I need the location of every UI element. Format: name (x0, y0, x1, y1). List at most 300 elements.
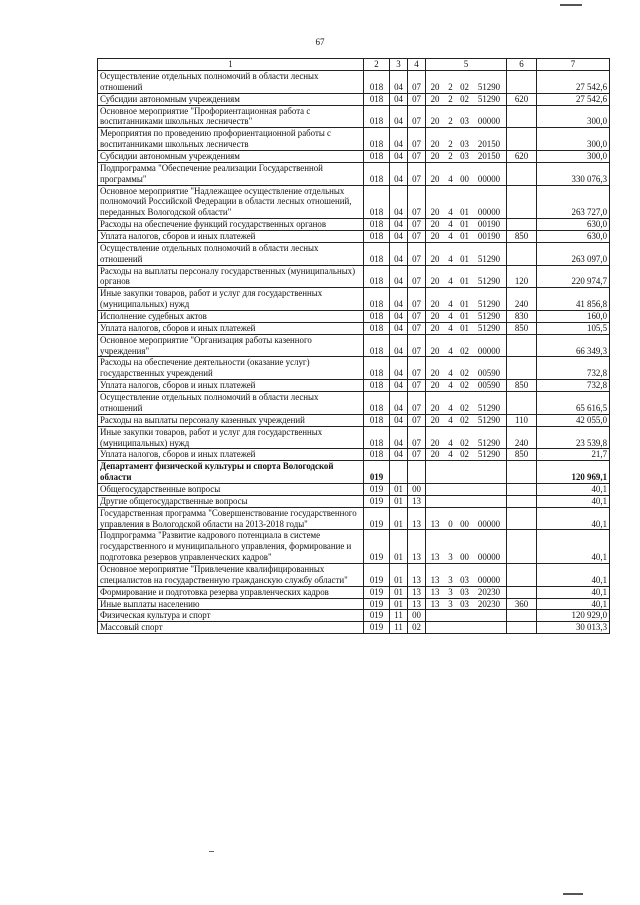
row-subsection-cell: 07 (408, 311, 426, 323)
row-name-cell: Осуществление отдельных полномочий в области лесных отношений (98, 71, 364, 94)
row-expense-type-cell: 850 (507, 449, 537, 461)
target-article-part: 3 (448, 574, 453, 585)
row-section-cell: 04 (390, 311, 408, 323)
row-subsection-cell: 07 (408, 162, 426, 185)
target-article-part: 01 (460, 253, 469, 264)
row-target-article-cell (426, 563, 507, 586)
row-target-article-cell (426, 357, 507, 380)
target-article-code (426, 380, 506, 391)
target-article-part: 4 (448, 414, 453, 425)
row-expense-type-cell: 360 (507, 598, 537, 610)
target-article-part: 13 (430, 574, 440, 585)
table-row (98, 265, 610, 288)
table-body (98, 59, 610, 634)
table-header-row (98, 59, 610, 71)
target-article-code (426, 231, 506, 242)
row-name-cell: Мероприятия по проведению профориентационной работы с воспитанниками школьных лесничеств (98, 128, 364, 151)
row-target-article-cell (426, 610, 507, 622)
row-expense-type-cell: 110 (507, 414, 537, 426)
row-expense-type-cell (507, 586, 537, 598)
target-article-part: 00000 (477, 207, 501, 218)
row-name-cell: Уплата налогов, сборов и иных платежей (98, 449, 364, 461)
row-ministry-code-cell: 018 (364, 71, 390, 94)
scan-mark-bottom (563, 893, 583, 895)
row-ministry-code-cell: 018 (364, 162, 390, 185)
table-row (98, 185, 610, 219)
target-article-part: 3 (448, 552, 453, 563)
row-expense-type-cell (507, 563, 537, 586)
table-row (98, 610, 610, 622)
row-target-article-cell (426, 380, 507, 392)
row-section-cell: 04 (390, 414, 408, 426)
row-expense-type-cell (507, 219, 537, 231)
row-target-article-cell (426, 288, 507, 311)
row-ministry-code-cell: 018 (364, 288, 390, 311)
table-row (98, 483, 610, 495)
row-target-article-cell (426, 162, 507, 185)
row-name-cell: Иные закупки товаров, работ и услуг для государственных (муниципальных) нужд (98, 426, 364, 449)
row-subsection-cell: 07 (408, 151, 426, 163)
row-ministry-code-cell: 019 (364, 507, 390, 530)
target-article-code (426, 254, 506, 265)
target-article-part: 00190 (477, 219, 501, 230)
target-article-part: 02 (460, 345, 469, 356)
row-name-cell: Другие общегосударственные вопросы (98, 495, 364, 507)
target-article-part: 20 (430, 437, 440, 448)
row-name-cell: Осуществление отдельных полномочий в области лесных отношений (98, 392, 364, 415)
row-ministry-code-cell: 019 (364, 461, 390, 484)
row-amount-cell: 41 856,8 (537, 288, 610, 311)
row-subsection-cell: 07 (408, 426, 426, 449)
row-subsection-cell: 07 (408, 380, 426, 392)
row-section-cell: 01 (390, 530, 408, 564)
target-article-part: 4 (448, 173, 453, 184)
row-amount-cell: 40,1 (537, 483, 610, 495)
target-article-code (426, 415, 506, 426)
row-amount-cell: 120 969,1 (537, 461, 610, 484)
row-expense-type-cell: 850 (507, 322, 537, 334)
target-article-code (426, 519, 506, 530)
target-article-code (426, 368, 506, 379)
table-row (98, 449, 610, 461)
row-ministry-code-cell: 018 (364, 105, 390, 128)
target-article-code (426, 587, 506, 598)
target-article-part: 4 (448, 219, 453, 230)
target-article-part: 51290 (477, 437, 501, 448)
row-amount-cell: 66 349,3 (537, 334, 610, 357)
row-name-cell: Основное мероприятие "Надлежащее осуществление отдельных полномочий Российской Федерации в области лесных отношений, переданных Вологодской области" (98, 185, 364, 219)
row-ministry-code-cell: 019 (364, 598, 390, 610)
row-expense-type-cell (507, 334, 537, 357)
scan-mark-top (560, 4, 582, 6)
row-section-cell: 04 (390, 322, 408, 334)
row-target-article-cell (426, 507, 507, 530)
row-ministry-code-cell: 018 (364, 151, 390, 163)
row-name-cell: Физическая культура и спорт (98, 610, 364, 622)
target-article-part: 00000 (477, 116, 501, 127)
row-target-article-cell (426, 598, 507, 610)
target-article-part: 20230 (477, 598, 501, 609)
target-article-part: 02 (460, 380, 469, 391)
row-amount-cell: 300,0 (537, 105, 610, 128)
row-target-article-cell (426, 586, 507, 598)
row-target-article-cell (426, 426, 507, 449)
target-article-part: 13 (430, 552, 440, 563)
row-section-cell: 01 (390, 563, 408, 586)
row-subsection-cell: 02 (408, 622, 426, 634)
target-article-part: 51290 (477, 253, 501, 264)
target-article-part: 20 (430, 231, 440, 242)
target-article-part: 4 (448, 380, 453, 391)
header-cell: 6 (507, 59, 537, 71)
row-amount-cell: 630,0 (537, 219, 610, 231)
row-target-article-cell (426, 105, 507, 128)
target-article-part: 02 (460, 402, 469, 413)
row-section-cell: 04 (390, 128, 408, 151)
row-ministry-code-cell: 018 (364, 449, 390, 461)
target-article-part: 00 (460, 518, 469, 529)
target-article-code (426, 438, 506, 449)
table-row (98, 322, 610, 334)
target-article-part: 20 (430, 322, 440, 333)
table-row (98, 105, 610, 128)
row-subsection-cell: 13 (408, 507, 426, 530)
row-expense-type-cell (507, 242, 537, 265)
row-ministry-code-cell: 018 (364, 311, 390, 323)
table-row (98, 231, 610, 243)
target-article-code (426, 116, 506, 127)
row-name-cell: Основное мероприятие "Профориентационная работа с воспитанниками школьных лесничеств" (98, 105, 364, 128)
row-section-cell: 04 (390, 219, 408, 231)
row-name-cell: Формирование и подготовка резерва управленческих кадров (98, 586, 364, 598)
target-article-part: 01 (460, 276, 469, 287)
row-amount-cell: 732,8 (537, 380, 610, 392)
row-target-article-cell (426, 185, 507, 219)
row-subsection-cell: 07 (408, 231, 426, 243)
target-article-part: 51290 (477, 311, 501, 322)
target-article-part: 20 (430, 449, 440, 460)
row-expense-type-cell: 850 (507, 380, 537, 392)
row-section-cell: 04 (390, 93, 408, 105)
table-row (98, 128, 610, 151)
target-article-part: 4 (448, 449, 453, 460)
row-name-cell: Уплата налогов, сборов и иных платежей (98, 322, 364, 334)
row-amount-cell: 40,1 (537, 598, 610, 610)
row-section-cell: 04 (390, 426, 408, 449)
budget-table (97, 58, 610, 634)
row-name-cell: Подпрограмма "Обеспечение реализации Государственной программы" (98, 162, 364, 185)
row-expense-type-cell: 620 (507, 151, 537, 163)
target-article-part: 51290 (477, 449, 501, 460)
row-ministry-code-cell: 018 (364, 414, 390, 426)
row-name-cell: Иные выплаты населению (98, 598, 364, 610)
row-expense-type-cell: 620 (507, 93, 537, 105)
row-target-article-cell (426, 461, 507, 484)
table-row (98, 414, 610, 426)
row-name-cell: Расходы на выплаты персоналу государственных (муниципальных) органов (98, 265, 364, 288)
target-article-part: 20 (430, 81, 440, 92)
target-article-part: 20150 (477, 151, 501, 162)
row-name-cell: Подпрограмма "Развитие кадрового потенциала в системе государственного и муниципального управления, формирование и подготовка резервов управленческих кадров" (98, 530, 364, 564)
target-article-part: 4 (448, 276, 453, 287)
target-article-code (426, 346, 506, 357)
target-article-part: 20 (430, 414, 440, 425)
header-cell: 4 (408, 59, 426, 71)
target-article-part: 2 (448, 139, 453, 150)
target-article-part: 51290 (477, 402, 501, 413)
row-amount-cell: 23 539,8 (537, 426, 610, 449)
target-article-part: 01 (460, 207, 469, 218)
header-cell: 1 (98, 59, 364, 71)
row-section-cell: 04 (390, 185, 408, 219)
target-article-part: 13 (430, 586, 440, 597)
row-ministry-code-cell: 019 (364, 563, 390, 586)
target-article-code (426, 599, 506, 610)
row-expense-type-cell: 240 (507, 288, 537, 311)
target-article-part: 01 (460, 219, 469, 230)
row-target-article-cell (426, 334, 507, 357)
row-expense-type-cell (507, 507, 537, 530)
table-row (98, 334, 610, 357)
target-article-part: 2 (448, 81, 453, 92)
row-ministry-code-cell: 019 (364, 530, 390, 564)
row-name-cell: Основное мероприятие "Привлечение квалифицированных специалистов на государственную гражданскую службу области" (98, 563, 364, 586)
row-amount-cell: 40,1 (537, 507, 610, 530)
header-cell: 2 (364, 59, 390, 71)
row-amount-cell: 300,0 (537, 151, 610, 163)
table-row (98, 93, 610, 105)
row-amount-cell: 40,1 (537, 495, 610, 507)
row-subsection-cell: 13 (408, 586, 426, 598)
row-subsection-cell: 13 (408, 495, 426, 507)
row-expense-type-cell (507, 105, 537, 128)
header-cell: 3 (390, 59, 408, 71)
target-article-part: 00590 (477, 368, 501, 379)
row-section-cell: 04 (390, 288, 408, 311)
target-article-part: 01 (460, 311, 469, 322)
row-subsection-cell: 07 (408, 219, 426, 231)
row-ministry-code-cell: 018 (364, 185, 390, 219)
target-article-part: 20 (430, 345, 440, 356)
row-amount-cell: 40,1 (537, 530, 610, 564)
row-expense-type-cell: 850 (507, 231, 537, 243)
target-article-part: 01 (460, 231, 469, 242)
table-row (98, 507, 610, 530)
row-amount-cell: 27 542,6 (537, 71, 610, 94)
row-amount-cell: 42 055,0 (537, 414, 610, 426)
table-row (98, 380, 610, 392)
row-subsection-cell: 07 (408, 185, 426, 219)
row-ministry-code-cell: 018 (364, 265, 390, 288)
row-target-article-cell (426, 231, 507, 243)
row-subsection-cell: 07 (408, 357, 426, 380)
target-article-part: 00000 (477, 518, 501, 529)
target-article-code (426, 151, 506, 162)
target-article-part: 03 (460, 116, 469, 127)
page-number: 67 (315, 37, 325, 47)
row-subsection-cell: 07 (408, 105, 426, 128)
target-article-part: 00000 (477, 345, 501, 356)
target-article-part: 51290 (477, 81, 501, 92)
row-target-article-cell (426, 311, 507, 323)
row-ministry-code-cell: 018 (364, 93, 390, 105)
target-article-code (426, 403, 506, 414)
target-article-part: 20150 (477, 139, 501, 150)
target-article-part: 2 (448, 93, 453, 104)
row-amount-cell: 630,0 (537, 231, 610, 243)
row-expense-type-cell (507, 71, 537, 94)
row-section-cell: 04 (390, 357, 408, 380)
row-amount-cell: 40,1 (537, 586, 610, 598)
table-row (98, 392, 610, 415)
row-amount-cell: 300,0 (537, 128, 610, 151)
row-expense-type-cell (507, 128, 537, 151)
target-article-part: 00000 (477, 574, 501, 585)
row-target-article-cell (426, 495, 507, 507)
target-article-part: 20 (430, 311, 440, 322)
row-subsection-cell: 07 (408, 392, 426, 415)
target-article-part: 02 (460, 414, 469, 425)
target-article-part: 4 (448, 437, 453, 448)
row-ministry-code-cell: 019 (364, 495, 390, 507)
row-expense-type-cell: 120 (507, 265, 537, 288)
row-section-cell: 04 (390, 71, 408, 94)
table-row (98, 563, 610, 586)
row-name-cell: Расходы на обеспечение деятельности (оказание услуг) государственных учреждений (98, 357, 364, 380)
target-article-part: 20 (430, 173, 440, 184)
row-name-cell: Уплата налогов, сборов и иных платежей (98, 231, 364, 243)
target-article-part: 02 (460, 81, 469, 92)
row-subsection-cell: 07 (408, 71, 426, 94)
row-amount-cell: 263 727,0 (537, 185, 610, 219)
table-row (98, 357, 610, 380)
target-article-part: 01 (460, 322, 469, 333)
target-article-part: 4 (448, 231, 453, 242)
target-article-code (426, 299, 506, 310)
row-expense-type-cell (507, 357, 537, 380)
row-name-cell: Расходы на обеспечение функций государственных органов (98, 219, 364, 231)
row-section-cell: 04 (390, 449, 408, 461)
target-article-part: 4 (448, 345, 453, 356)
row-target-article-cell (426, 71, 507, 94)
target-article-part: 00 (460, 552, 469, 563)
row-expense-type-cell: 240 (507, 426, 537, 449)
target-article-part: 4 (448, 207, 453, 218)
row-ministry-code-cell: 018 (364, 219, 390, 231)
table-row (98, 311, 610, 323)
row-amount-cell: 40,1 (537, 563, 610, 586)
row-ministry-code-cell: 018 (364, 380, 390, 392)
target-article-code (426, 575, 506, 586)
target-article-part: 00000 (477, 552, 501, 563)
row-section-cell: 01 (390, 495, 408, 507)
target-article-part: 4 (448, 402, 453, 413)
header-cell: 7 (537, 59, 610, 71)
row-target-article-cell (426, 622, 507, 634)
table-row (98, 495, 610, 507)
target-article-part: 20 (430, 368, 440, 379)
row-amount-cell: 105,5 (537, 322, 610, 334)
row-expense-type-cell (507, 530, 537, 564)
row-section-cell: 11 (390, 610, 408, 622)
row-section-cell: 04 (390, 334, 408, 357)
row-ministry-code-cell: 018 (364, 231, 390, 243)
row-amount-cell: 65 616,5 (537, 392, 610, 415)
row-amount-cell: 330 076,3 (537, 162, 610, 185)
row-target-article-cell (426, 414, 507, 426)
target-article-part: 0 (448, 518, 453, 529)
target-article-part: 20230 (477, 586, 501, 597)
row-expense-type-cell (507, 483, 537, 495)
target-article-code (426, 94, 506, 105)
row-subsection-cell: 07 (408, 288, 426, 311)
table-row (98, 162, 610, 185)
row-subsection-cell: 13 (408, 598, 426, 610)
target-article-part: 00 (460, 173, 469, 184)
row-name-cell: Расходы на выплаты персоналу казенных учреждений (98, 414, 364, 426)
row-subsection-cell: 07 (408, 93, 426, 105)
row-target-article-cell (426, 128, 507, 151)
row-name-cell: Общегосударственные вопросы (98, 483, 364, 495)
row-name-cell: Основное мероприятие "Организация работы казенного учреждения" (98, 334, 364, 357)
row-target-article-cell (426, 322, 507, 334)
row-expense-type-cell (507, 461, 537, 484)
row-amount-cell: 21,7 (537, 449, 610, 461)
target-article-part: 4 (448, 299, 453, 310)
row-name-cell: Массовый спорт (98, 622, 364, 634)
row-subsection-cell: 07 (408, 242, 426, 265)
target-article-code (426, 552, 506, 563)
row-subsection-cell: 00 (408, 610, 426, 622)
target-article-part: 4 (448, 311, 453, 322)
row-target-article-cell (426, 265, 507, 288)
table-row (98, 598, 610, 610)
row-section-cell: 04 (390, 231, 408, 243)
row-subsection-cell: 07 (408, 128, 426, 151)
row-section-cell: 01 (390, 507, 408, 530)
target-article-part: 20 (430, 93, 440, 104)
target-article-part: 4 (448, 322, 453, 333)
target-article-part: 4 (448, 368, 453, 379)
row-section-cell: 11 (390, 622, 408, 634)
row-target-article-cell (426, 483, 507, 495)
target-article-code (426, 139, 506, 150)
table-row (98, 219, 610, 231)
row-amount-cell: 30 013,3 (537, 622, 610, 634)
table-row (98, 622, 610, 634)
row-ministry-code-cell: 018 (364, 357, 390, 380)
target-article-part: 3 (448, 598, 453, 609)
target-article-part: 20 (430, 116, 440, 127)
target-article-part: 51290 (477, 414, 501, 425)
target-article-part: 51290 (477, 322, 501, 333)
target-article-code (426, 174, 506, 185)
row-expense-type-cell (507, 622, 537, 634)
target-article-part: 02 (460, 93, 469, 104)
row-section-cell (390, 461, 408, 484)
target-article-code (426, 311, 506, 322)
target-article-part: 2 (448, 151, 453, 162)
row-name-cell: Государственная программа "Совершенствование государственного управления в Вологодской области на 2013-2018 годы" (98, 507, 364, 530)
row-section-cell: 04 (390, 162, 408, 185)
table-row (98, 586, 610, 598)
target-article-part: 02 (460, 437, 469, 448)
row-amount-cell: 160,0 (537, 311, 610, 323)
row-name-cell: Департамент физической культуры и спорта Вологодской области (98, 461, 364, 484)
row-ministry-code-cell: 019 (364, 610, 390, 622)
row-expense-type-cell (507, 162, 537, 185)
row-subsection-cell: 13 (408, 530, 426, 564)
